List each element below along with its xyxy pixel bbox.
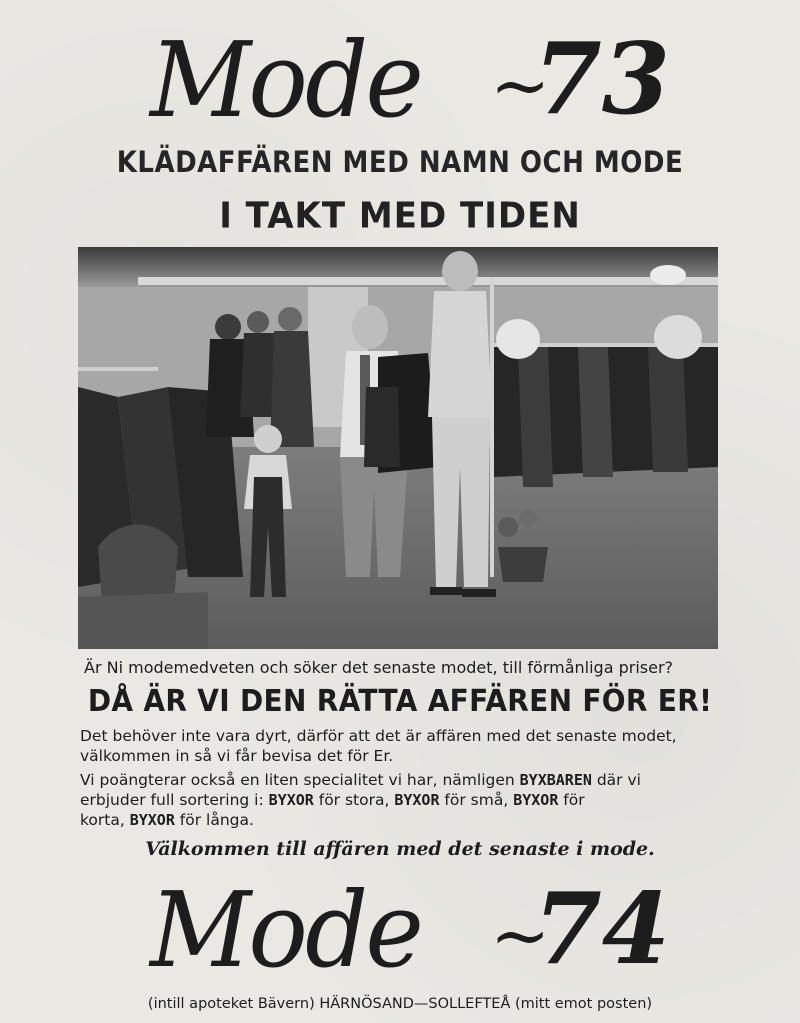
byxbaren-bold: BYXBAREN [519, 771, 592, 789]
tagline: KLÄDAFFÄREN MED NAMN OCH MODE [116, 146, 684, 180]
paragraph-byxbaren-line-1: Vi poängterar också en liten specialitet vi har, nämligen BYXBAREN där vi [80, 771, 641, 789]
paragraph-byxbaren-line-2: erbjuder full sortering i: BYXOR för stora, BYXOR för små, BYXOR för [80, 791, 585, 809]
store-photo [78, 247, 718, 649]
logo-year: 73 [533, 22, 670, 137]
welcome-line: Välkommen till affären med det senaste i mode. [145, 838, 655, 860]
byxor-bold-2: BYXOR [394, 791, 440, 809]
lead-question: Är Ni modemedveten och söker det senaste modet, till förmånliga priser? [84, 658, 674, 677]
address-footer: (intill apoteket Bävern) HÄRNÖSAND—SOLLEFTEÅ (mitt emot posten) [147, 996, 653, 1012]
logo-dash: ~ [490, 43, 551, 127]
paragraph-byxbaren [80, 770, 730, 830]
logo-mode-73 [150, 20, 670, 140]
paragraph-affordable [80, 726, 730, 766]
byxor-bold-4: BYXOR [129, 811, 175, 829]
logo-dash: ~ [490, 893, 551, 977]
logo-script-word: Mode [150, 19, 421, 141]
paragraph-affordable-line-1: Det behöver inte vara dyrt, därför att det är affären med det senaste modet, [80, 727, 677, 745]
logo-year: 74 [533, 872, 670, 987]
headline: DÅ ÄR VI DEN RÄTTA AFFÄREN FÖR ER! [87, 682, 713, 719]
byxor-bold-3: BYXOR [513, 791, 559, 809]
store-photo-illustration [78, 247, 718, 649]
paragraph-affordable-line-2: välkommen in så vi får bevisa det för Er. [80, 747, 394, 765]
paragraph-byxbaren-line-3: korta, BYXOR för långa. [80, 811, 254, 829]
motto: I TAKT MED TIDEN [219, 195, 581, 237]
logo-script-word: Mode [150, 869, 421, 991]
logo-mode-74 [150, 870, 670, 990]
byxor-bold-1: BYXOR [268, 791, 314, 809]
